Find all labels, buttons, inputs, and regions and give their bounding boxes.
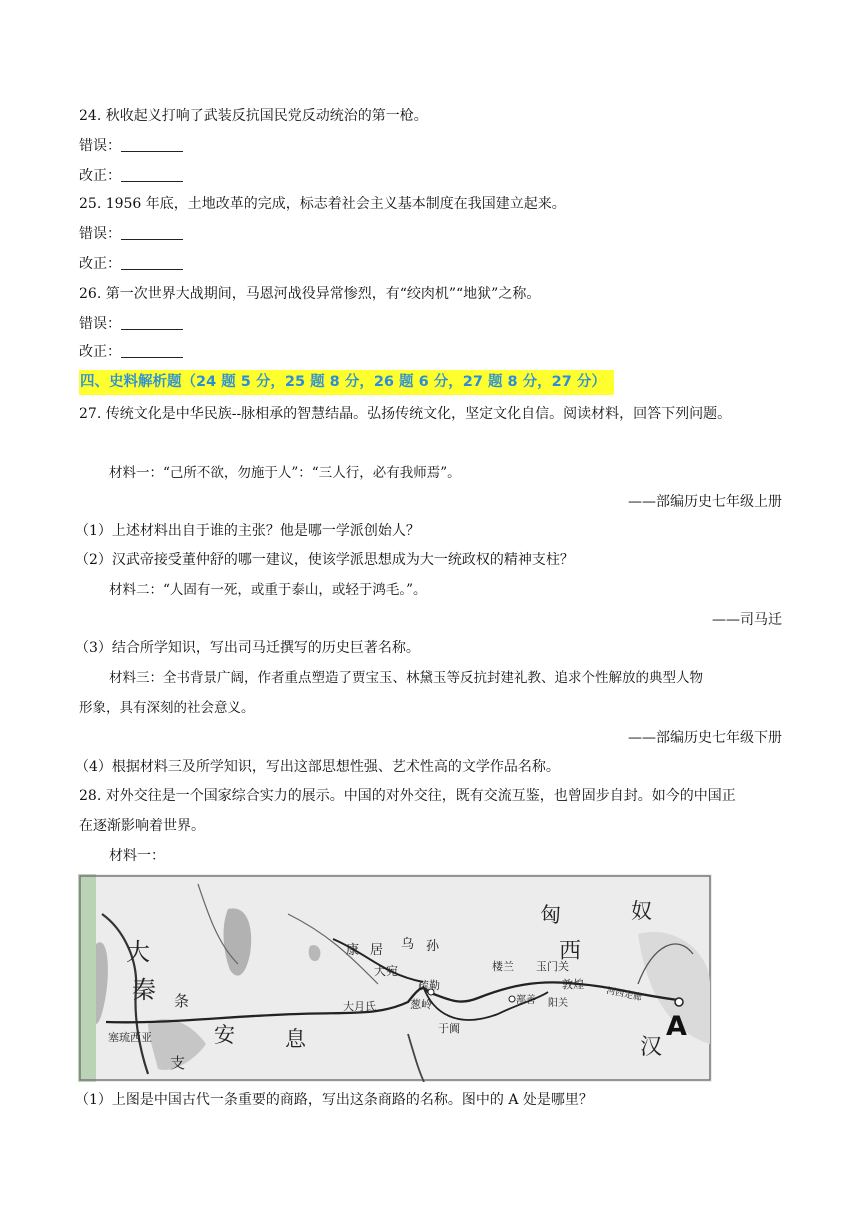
map-label-tiao: 条 [174, 992, 190, 1010]
q25-fix-label: 改正： [79, 256, 121, 272]
map-label-nu: 奴 [631, 899, 652, 923]
q25-stem: 25. 1956 年底，土地改革的完成，标志着社会主义基本制度在我国建立起来。 [79, 196, 566, 212]
section-heading: 四、史料解析题（24 题 5 分，25 题 8 分，26 题 6 分，27 题 8 分，27 分） [79, 370, 614, 395]
q27-material3-line1: 材料三：全书背景广阔，作者重点塑造了贾宝玉、林黛玉等反抗封建礼教、追求个性解放的典型人物 [109, 670, 703, 686]
q26-error-blank[interactable] [121, 315, 183, 330]
q27-sub1: （1）上述材料出自于谁的主张？他是哪一学派创始人？ [75, 523, 420, 539]
q24-error-label: 错误： [79, 138, 121, 154]
map-label-han: 汉 [640, 1035, 663, 1060]
q27-material2: 材料二：“人固有一死，或重于泰山，或轻于鸿毛。”。 [109, 582, 427, 598]
q25-fix-blank[interactable] [121, 255, 183, 270]
map-label-qin: 秦 [132, 976, 156, 1004]
map-label-seleucia: 塞琉西亚 [108, 1031, 152, 1044]
q24-stem: 24. 秋收起义打响了武装反抗国民党反动统治的第一枪。 [79, 108, 428, 124]
map-label-da: 大 [126, 938, 150, 966]
q27-material1: 材料一：“己所不欲，勿施于人”：“三人行，必有我师焉”。 [109, 465, 461, 481]
q26-stem: 26. 第一次世界大战期间，马恩河战役异常惨烈，有“绞肉机”“地狱”之称。 [79, 286, 541, 302]
map-label-shanshan: 鄯善 [516, 995, 536, 1006]
map-label-dunhuang: 敦煌 [562, 978, 584, 991]
map-label-zhi: 支 [170, 1054, 186, 1072]
map-label-xiong: 匈 [540, 903, 561, 927]
q25-error-blank[interactable] [121, 225, 183, 240]
q24-error-blank[interactable] [121, 137, 183, 152]
q25-error-label: 错误： [79, 226, 121, 242]
q26-fix-row [79, 342, 183, 362]
q28-stem-line1: 28. 对外交往是一个国家综合实力的展示。中国的对外交往，既有交流互鉴，也曾固步自封。如今的中国正 [79, 788, 736, 804]
map-label-wu: 乌 [401, 937, 415, 952]
q27-material3-line2: 形象，具有深刻的社会意义。 [79, 700, 255, 716]
silk-road-map [78, 874, 712, 1082]
map-label-point-a: A [666, 1011, 687, 1042]
q24-error-row [79, 136, 183, 156]
q24-fix-blank[interactable] [121, 167, 183, 182]
q27-source2: ——司马迁 [712, 612, 782, 628]
map-label-ju: 居 [370, 943, 384, 958]
shanshan-point [509, 996, 515, 1002]
map-label-yangguan: 阳关 [548, 998, 568, 1009]
q25-error-row [79, 224, 183, 244]
map-label-xi-west: 西 [559, 939, 582, 964]
q24-fix-label: 改正： [79, 168, 121, 184]
map-label-yutian: 于阗 [438, 1022, 460, 1035]
q27-sub3: （3）结合所学知识，写出司马迁撰写的历史巨著名称。 [75, 640, 420, 656]
q28-material1-label: 材料一： [109, 848, 165, 864]
q28-sub1: （1）上图是中国古代一条重要的商路，写出这条商路的名称。图中的 A 处是哪里？ [75, 1092, 593, 1108]
map-label-xi-parthia: 息 [285, 1027, 306, 1051]
map-label-dayuezhi: 大月氏 [343, 1000, 376, 1013]
map-label-congling: 葱岭 [410, 998, 432, 1011]
q26-error-label: 错误： [79, 316, 121, 332]
q27-sub2: （2）汉武帝接受董仲舒的哪一建议，使该学派思想成为大一统政权的精神支柱？ [75, 552, 574, 568]
q27-source3: ——部编历史七年级下册 [628, 730, 782, 746]
q28-stem-line2: 在逐渐影响着世界。 [79, 818, 205, 834]
q26-fix-label: 改正： [79, 344, 121, 360]
q27-stem: 27. 传统文化是中华民族--脉相承的智慧结晶。弘扬传统文化，坚定文化自信。阅读材料，回答下列问题。 [79, 406, 732, 422]
map-label-dayuan: 大宛 [374, 964, 399, 978]
q26-fix-blank[interactable] [121, 343, 183, 358]
q25-fix-row [79, 254, 183, 274]
map-label-sun: 孙 [426, 939, 440, 954]
point-a-marker [675, 998, 683, 1006]
map-label-an: 安 [214, 1023, 235, 1047]
map-label-yumenguan: 玉门关 [536, 960, 569, 973]
q27-sub4: （4）根据材料三及所学知识，写出这部思想性强、艺术性高的文学作品名称。 [75, 759, 560, 775]
q26-error-row [79, 314, 183, 334]
q24-fix-row [79, 166, 183, 186]
map-label-loulan: 楼兰 [492, 960, 514, 973]
map-label-hexi: 河西走廊 [605, 986, 643, 1004]
q27-source1: ——部编历史七年级上册 [628, 494, 782, 510]
map-label-shule: 疏勒 [418, 979, 440, 992]
map-label-kang: 康 [346, 943, 360, 958]
